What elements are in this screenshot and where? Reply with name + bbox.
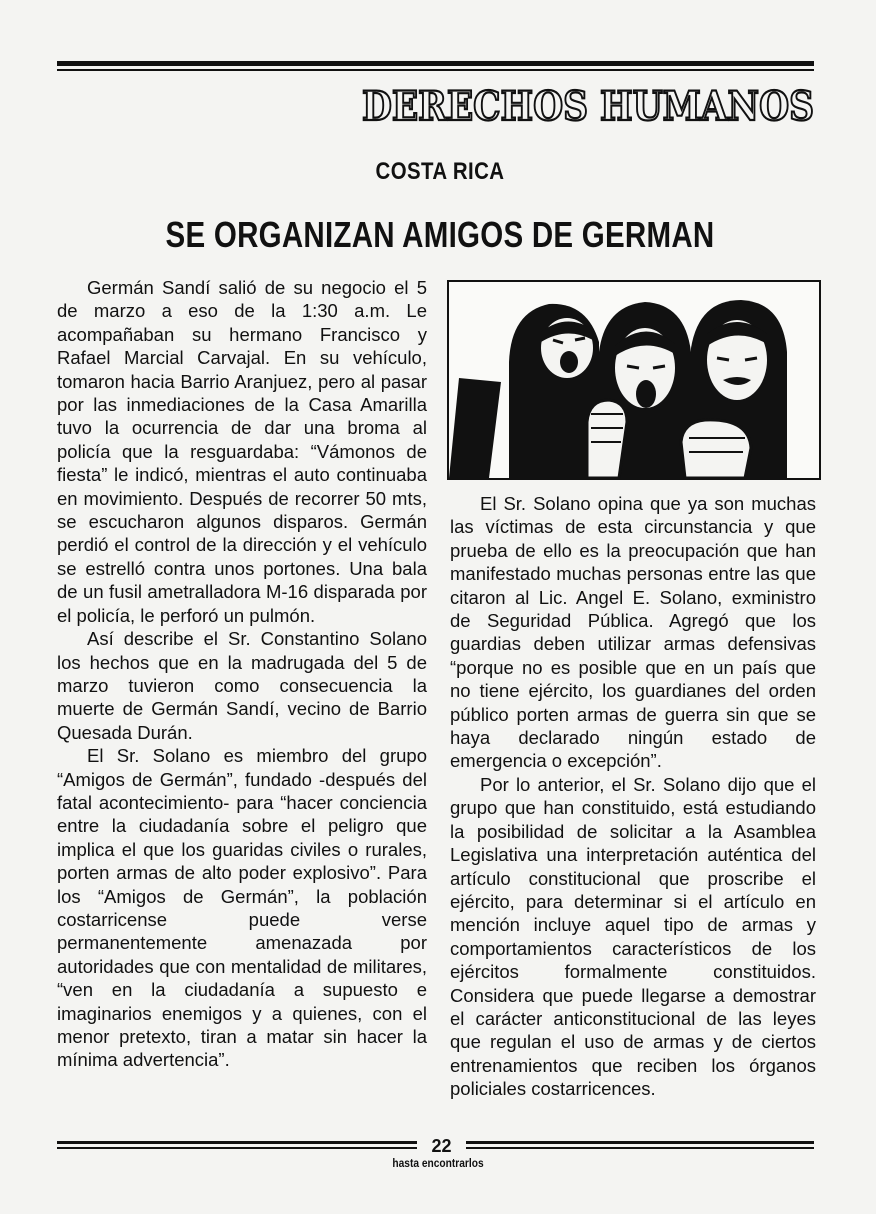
article-headline: SE ORGANIZAN AMIGOS DE GERMAN [165,214,715,255]
article-column-left [57,276,427,1072]
section-title-text: DERECHOS HUMANOS [362,83,814,130]
top-rule [57,61,814,71]
section-title [358,84,818,128]
footer-rule-left [57,1141,417,1149]
article-column-right [450,492,816,1101]
paragraph: Germán Sandí salió de su negocio el 5 de marzo a eso de la 1:30 a.m. Le acompañaban su hermano Francisco y Rafael Marcial Carvajal. En su vehículo, tomaron hacia Barrio Aranjuez, pero al pasar por las inmediaciones de la Casa Amarilla tuvo la ocurrencia de dar una broma al policía que la resguardaba: “Vámonos de fiesta” le indicó, mientras el auto continuaba en movimiento. Después de recorrer 50 mts, se escucharon algunos disparos. Germán perdió el control de la dirección y el vehículo se estrelló contra unos portones. Una bala de un fusil ametralladora M-16 disparada por el policía, le perforó un pulmón. [57,277,427,626]
article-kicker: COSTA RICA [375,158,505,185]
protest-illustration [447,280,821,480]
paragraph: Así describe el Sr. Constantino Solano los hechos que en la madrugada del 5 de marzo tuvieron como consecuencia la muerte de Germán Sandí, vecino de Barrio Quesada Durán. [57,628,427,743]
paragraph: El Sr. Solano es miembro del grupo “Amigos de Germán”, fundado -después del fatal acontecimiento- para “hacer conciencia entre la ciudadanía sobre el peligro que implica el que los guaridas civiles o rurales, porten armas de alto poder explosivo”. Para los “Amigos de Germán”, la población costarricense puede verse permanentemente amenazada por autoridades que con mentalidad de militares, “ven en la ciudadanía a supuesto e imaginarios enemigos y a quienes, con el menor pretexto, tiran a matar sin hacer la mínima advertencia”. [57,745,427,1071]
paragraph: Por lo anterior, el Sr. Solano dijo que el grupo que han constituido, está estudiando la posibilidad de solicitar a la Asamblea Legislativa una interpretación auténtica del artículo constitucional que proscribe el ejército, para determinar si el artículo en mención incluye aquel tipo de armas y comportamientos característicos de los ejércitos formalmente constituidos. Considera que puede llegarse a demostrar el carácter anticonstitucional de las leyes que regulan el uso de armas y de ciertos entrenamientos que reciben los órganos policiales costarricences. [450,773,816,1100]
paragraph: El Sr. Solano opina que ya son muchas las víctimas de esta circunstancia y que prueba de ello es la preocupación que han manifestado muchas personas entre las que citaron al Lic. Angel E. Solano, exministro de Seguridad Pública. Agregó que los guardias deben utilizar armas defensivas “porque no es posible que en un país que no tiene ejército, los guardianes del orden público porten armas de guerra sin que se haya declarado ningún estado de emergencia o excepción”. [450,493,816,772]
footer-rule-right [466,1141,814,1149]
publication-name: hasta encontrarlos [392,1156,484,1170]
page-number: 22 [431,1136,452,1156]
